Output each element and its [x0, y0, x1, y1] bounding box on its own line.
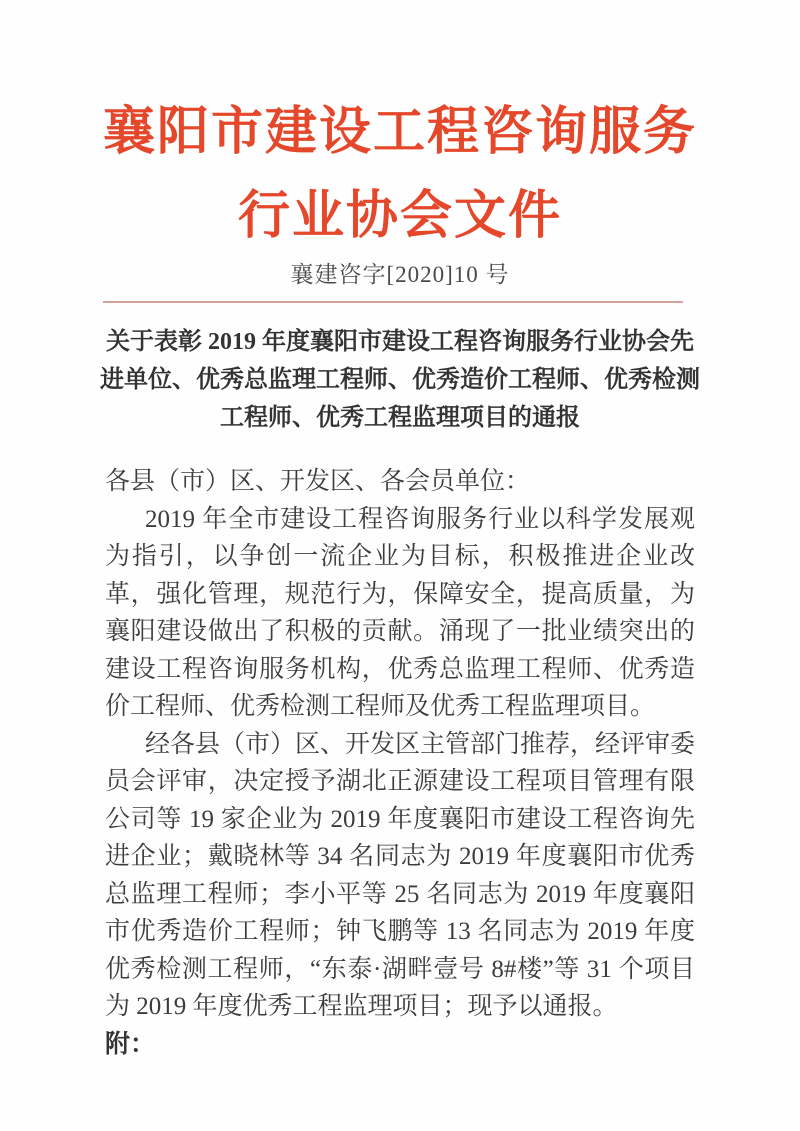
salutation: 各县（市）区、开发区、各会员单位：: [105, 468, 531, 495]
body-paragraph-1: 2019 年全市建设工程咨询服务行业以科学发展观为指引，以争创一流企业为目标，积极推进企业改革，强化管理，规范行为，保障安全，提高质量，为襄阳建设做出了积极的贡献。涌现了一批业绩突出的建设工程咨询服务机构，优秀总监理工程师、优秀造价工程师、优秀检测工程师及优秀工程监理项目。: [105, 505, 695, 720]
header-divider-rule: [103, 301, 683, 303]
body-paragraph-2: 经各县（市）区、开发区主管部门推荐，经评审委员会评审，决定授予湖北正源建设工程项目管理有限公司等 19 家企业为 2019 年度襄阳市建设工程咨询先进企业；戴晓林等 34 名同志为 2019 年度襄阳市优秀总监理工程师；李小平等 25 名同志为 2019 年度襄阳市优秀造价工程师；钟飞鹏等 13 名同志为 2019 年度优秀检测工程师，“东泰·湖畔壹号 8#楼”等 31 个项目为 2019 年度优秀工程监理项目；现予以通报。: [105, 730, 696, 1020]
org-title-line2: 行业协会文件: [237, 188, 562, 245]
document-title: 关于表彰 2019 年度襄阳市建设工程咨询服务行业协会先进单位、优秀总监理工程师、优秀造价工程师、优秀检测工程师、优秀工程监理项目的通报: [100, 329, 700, 431]
doc-number: 襄建咨字[2020]10 号: [290, 262, 510, 287]
document-body: [105, 463, 695, 1063]
org-title-line1: 襄阳市建设工程咨询服务: [102, 104, 697, 161]
attachment-label: 附：: [105, 1030, 156, 1058]
